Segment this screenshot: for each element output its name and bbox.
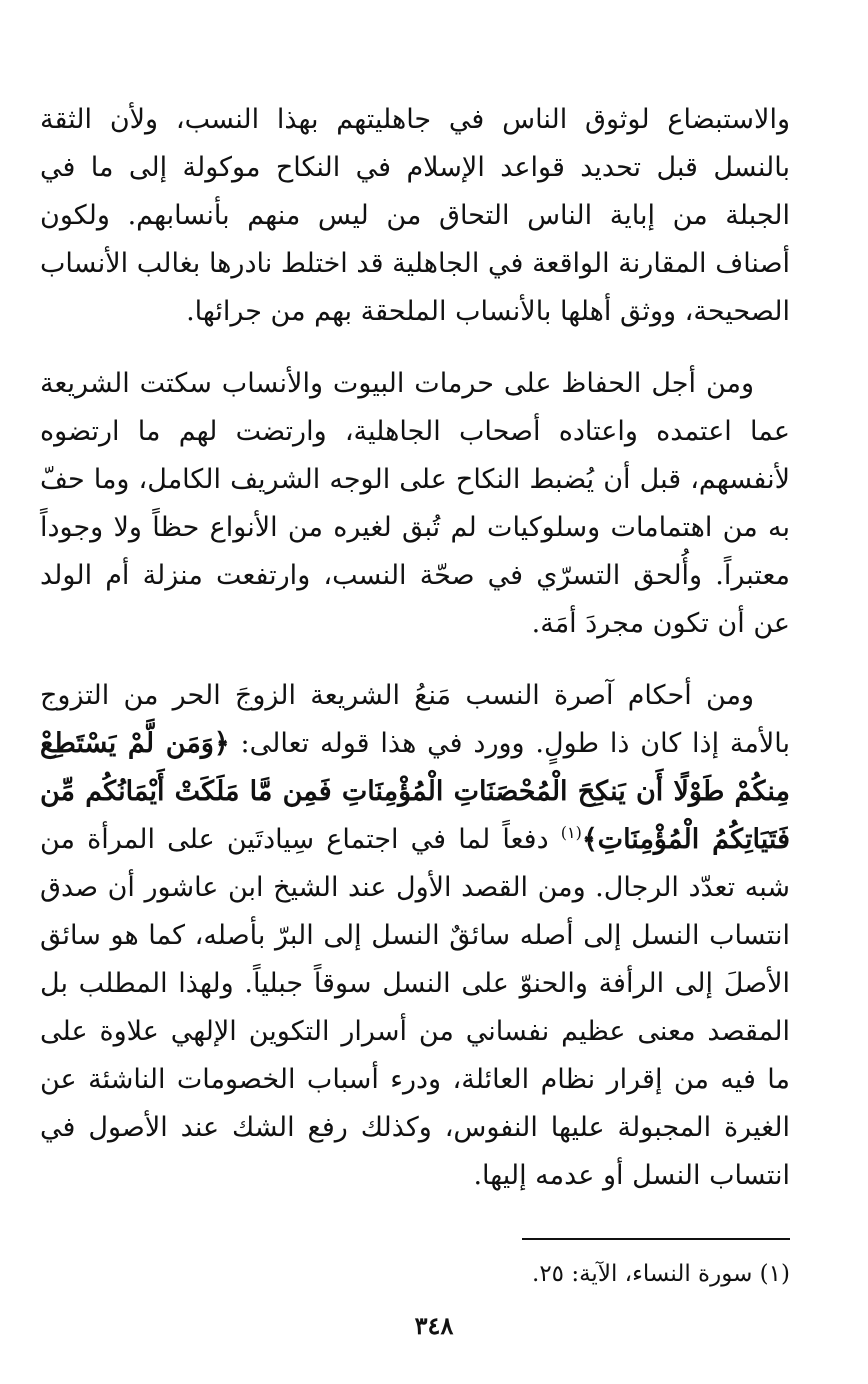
paragraph-1	[40, 96, 790, 336]
footnote-divider	[522, 1238, 790, 1240]
page-number: ٣٤٨	[414, 1311, 454, 1340]
paragraph-2-text: ومن أجل الحفاظ على حرمات البيوت والأنساب سكتت الشريعة عما اعتمده واعتاده أصحاب الجاهلية، وارتضت لهم ما ارتضوه لأنفسهم، قبل أن يُضبط النكاح على الوجه الشريف الكامل، وما حفّ به من اهتمامات وسلوكيات لم تُبق لغيره من الأنواع حظاً ولا وجوداً معتبراً. وأُلحق التسرّي في صحّة النسب، وارتفعت منزلة أم الولد عن أن تكون مجردَ أمَة.	[40, 368, 790, 639]
footnote-reference: (١)	[560, 823, 582, 842]
quran-verse-quote: ﴿وَمَن لَّمْ يَسْتَطِعْ مِنكُمْ طَوْلًا أَن يَنكِحَ الْمُحْصَنَاتِ الْمُؤْمِنَاتِ فَمِن مَّا مَلَكَتْ أَيْمَانُكُم مِّن فَتَيَاتِكُمُ الْمُؤْمِنَاتِ﴾	[40, 728, 790, 855]
paragraph-3-text-before: ومن أحكام آصرة النسب مَنعُ الشريعة الزوجَ الحر من التزوج بالأمة إذا كان ذا طولٍ. وورد في هذا قوله تعالى:	[40, 680, 790, 759]
paragraph-3-text-after: دفعاً لما في اجتماع سِيادتَين على المرأة من شبه تعدّد الرجال. ومن القصد الأول عند الشيخ ابن عاشور أن صدق انتساب النسل إلى أصله سائقٌ النسل إلى البرّ بأصله، كما هو سائق الأصلَ إلى الرأفة والحنوّ على النسل سوقاً جبلياً. ولهذا المطلب بل المقصد معنى عظيم نفساني من أسرار التكوين الإلهي علاوة على ما فيه من إقرار نظام العائلة، ودرء أسباب الخصومات الناشئة عن الغيرة المجبولة عليها النفوس، وكذلك رفع الشك عند الأصول في انتساب النسل أو عدمه إليها.	[40, 824, 790, 1191]
paragraph-1-text: والاستبضاع لوثوق الناس في جاهليتهم بهذا النسب، ولأن الثقة بالنسل قبل تحديد قواعد الإسلام في النكاح موكولة إلى ما في الجبلة من إباية الناس التحاق من ليس منهم بأنسابهم. ولكون أصناف المقارنة الواقعة في الجاهلية قد اختلط نادرها بغالب الأنساب الصحيحة، ووثق أهلها بالأنساب الملحقة بهم من جرائها.	[40, 104, 790, 327]
paragraph-3	[40, 672, 790, 1200]
page-body	[40, 96, 790, 1200]
footnote-text: (١) سورة النساء، الآية: ٢٥.	[532, 1261, 790, 1287]
footnote	[90, 1256, 790, 1292]
paragraph-2	[40, 360, 790, 648]
